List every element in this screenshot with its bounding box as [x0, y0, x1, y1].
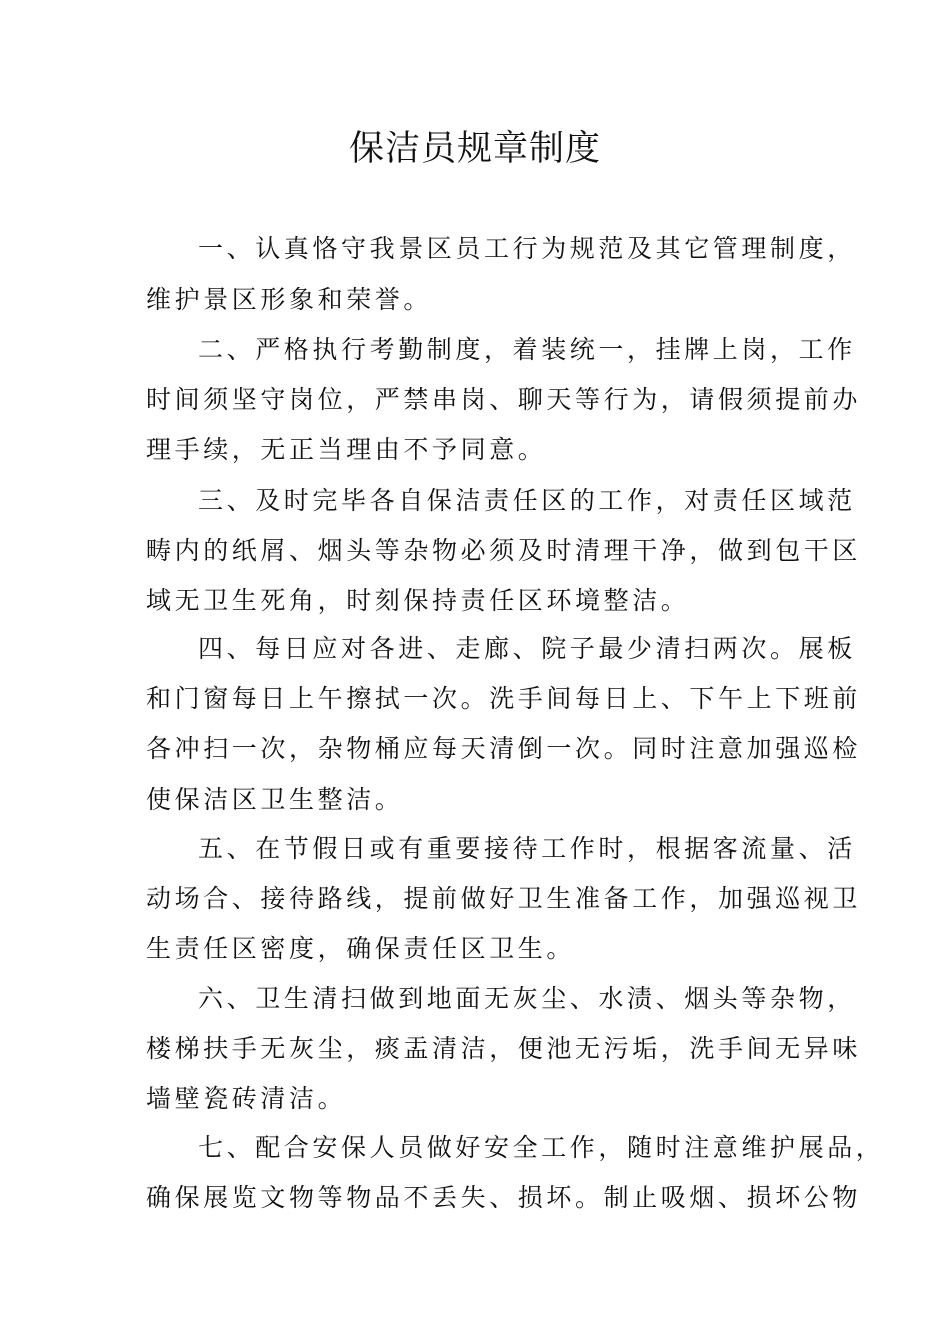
paragraph-4-line-2: 和门窗每日上午擦拭一次。洗手间每日上、下午上下班前: [146, 684, 862, 713]
paragraph-4-line-3: 各冲扫一次，杂物桶应每天清倒一次。同时注意加强巡检: [146, 734, 862, 763]
paragraph-2-line-3: 理手续，无正当理由不予同意。: [146, 435, 547, 464]
paragraph-5-line-3: 生责任区密度，确保责任区卫生。: [146, 934, 576, 963]
paragraph-3-line-2: 畴内的纸屑、烟头等杂物必须及时清理干净，做到包干区: [146, 536, 862, 565]
paragraph-6-line-3: 墙壁瓷砖清洁。: [146, 1084, 347, 1113]
paragraph-3-line-3: 域无卫生死角，时刻保持责任区环境整洁。: [146, 586, 690, 615]
paragraph-5-line-1: 五、在节假日或有重要接待工作时，根据客流量、活: [198, 834, 856, 863]
paragraph-4-line-4: 使保洁区卫生整洁。: [146, 785, 404, 814]
paragraph-1-line-1: 一、认真恪守我景区员工行为规范及其它管理制度，: [198, 234, 856, 263]
paragraph-1-line-2: 维护景区形象和荣誉。: [146, 285, 433, 314]
document-title: 保洁员规章制度: [348, 129, 601, 169]
paragraph-5-line-2: 动场合、接待路线，提前做好卫生准备工作，加强巡视卫: [146, 884, 862, 913]
paragraph-6-line-2: 楼梯扶手无灰尘，痰盂清洁，便池无污垢，洗手间无异味: [146, 1034, 862, 1063]
paragraph-6-line-1: 六、卫生清扫做到地面无灰尘、水渍、烟头等杂物，: [198, 984, 856, 1013]
paragraph-3-line-1: 三、及时完毕各自保洁责任区的工作，对责任区域范: [198, 486, 856, 515]
paragraph-2-line-1: 二、严格执行考勤制度，着装统一，挂牌上岗，工作: [198, 335, 856, 364]
paragraph-2-line-2: 时间须坚守岗位，严禁串岗、聊天等行为，请假须提前办: [146, 385, 862, 414]
paragraph-7-line-2: 确保展览文物等物品不丢失、损坏。制止吸烟、损坏公物: [146, 1183, 862, 1212]
paragraph-4-line-1: 四、每日应对各进、走廊、院子最少清扫两次。展板: [198, 634, 856, 663]
paragraph-7-line-1: 七、配合安保人员做好安全工作，随时注意维护展品，: [198, 1133, 885, 1162]
